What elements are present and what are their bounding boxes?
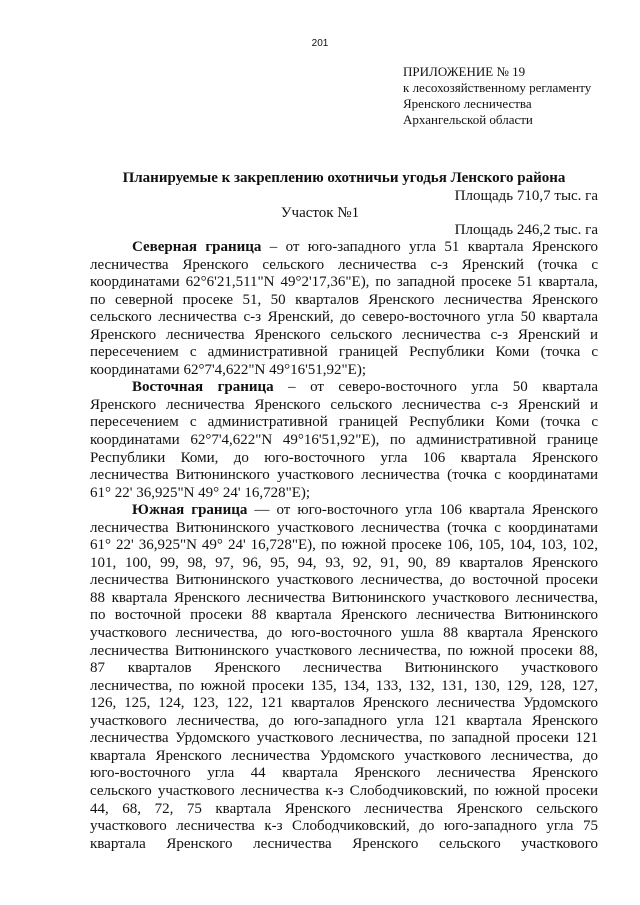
south-boundary-line: участкового лесничества к-з Слободчиковский, до юго-западного угла 75 — [90, 818, 598, 835]
south-boundary-line: квартала Яренского лесничества Яренского сельского участкового — [90, 835, 598, 852]
east-boundary-line: 61° 22' 36,925"N 49° 24' 16,728"E); — [90, 484, 311, 501]
north-boundary-line: координатами 62°6'21,511"N 49°2'17,36"E), по западной просеке 51 квартала, — [90, 274, 598, 291]
south-boundary-line: лесничества Урдомского участкового лесничества, по западной просеки 121 — [90, 730, 598, 747]
appendix-line-2: к лесохозяйственному регламенту — [403, 80, 592, 95]
south-boundary-line: 88 квартала Яренского лесничества Витюнинского участкового лесничества, — [90, 589, 598, 606]
east-boundary-line: Яренского лесничества Яренского сельского лесничества с-з Яренский и — [90, 396, 598, 413]
document-title: Планируемые к закреплению охотничьи угодья Ленского района — [122, 170, 566, 186]
east-boundary-line: лесничества Витюнинского участкового лесничества (точка с координатами — [90, 467, 598, 484]
south-boundary-line: участкового лесничества, до юго-восточного ушла 88 квартала Яренского — [90, 625, 598, 642]
south-boundary-line: сельского участкового лесничества к-з Слободчиковский, по южной просеки — [90, 782, 598, 799]
north-boundary-line: лесничества Яренского сельского лесничества с-з Яренский (точка с — [90, 256, 598, 273]
east-boundary-label: Восточная граница — [132, 379, 274, 396]
south-boundary-line: лесничества Витюнинского участкового лесничества, по южной просеки 88, — [90, 642, 598, 659]
south-boundary-line: лесничества, по южной просеки 135, 134, 133, 132, 131, 130, 129, 128, 127, — [90, 677, 598, 694]
north-boundary-line — [90, 239, 598, 257]
north-boundary-line: координатами 62°7'4,622"N 49°16'51,92"E); — [90, 361, 367, 378]
south-boundary-line: 126, 125, 124, 123, 122, 121 кварталов Яренского лесничества Урдомского — [90, 695, 598, 712]
east-boundary-line: координатами 62°7'4,622"N 49°16'51,92"E), по административной границе — [90, 432, 598, 449]
south-boundary-line: лесничества Витюнинского участкового лесничества, до восточной просеки — [90, 572, 598, 589]
east-boundary-text: – от северо-восточного угла 50 квартала — [273, 379, 598, 396]
north-boundary-line: сельского лесничества с-з Яренский, до северо-восточного угла 50 квартала — [90, 309, 598, 326]
south-boundary-line — [90, 502, 598, 520]
south-boundary-line: по восточной просеки 88 квартала Яренского лесничества Витюнинского — [90, 607, 598, 624]
south-boundary-line: квартала Яренского лесничества Урдомского участкового лесничества, до — [90, 747, 598, 764]
north-boundary-line: Яренского лесничества Яренского сельского лесничества с-з Яренский и — [90, 326, 598, 343]
south-boundary-line: 61° 22' 36,925"N 49° 24' 16,728"E), по южной просеке 106, 105, 104, 103, 102, — [90, 537, 598, 554]
north-boundary-text: – от юго-западного угла 51 квартала Яренского — [261, 239, 598, 255]
total-area: Площадь 710,7 тыс. га — [454, 188, 598, 204]
south-boundary-line: участкового лесничества, до юго-западного угла 121 квартала Яренского — [90, 712, 598, 729]
appendix-header — [403, 64, 591, 128]
south-boundary-text: — от юго-восточного угла 106 квартала Яренского — [247, 502, 598, 519]
plot-area: Площадь 246,2 тыс. га — [454, 222, 598, 238]
appendix-line-1: ПРИЛОЖЕНИЕ № 19 — [403, 64, 526, 79]
south-boundary-line: 87 кварталов Яренского лесничества Витюнинского участкового — [90, 660, 598, 677]
north-boundary-line: по северной просеке 51, 50 кварталов Яренского лесничества Яренского — [90, 291, 598, 308]
appendix-line-3: Яренского лесничества — [403, 96, 532, 111]
south-boundary-line: лесничества Витюнинского участкового лесничества (точка с координатами — [90, 519, 598, 536]
south-boundary-label: Южная граница — [132, 502, 248, 519]
north-boundary-label: Северная граница — [132, 239, 262, 255]
south-boundary-line: юго-восточного угла 44 квартала Яренского лесничества Яренского — [90, 765, 598, 782]
north-boundary-line: пересечением с административной границей Республики Коми (точка с — [90, 344, 598, 361]
plot-name: Участок №1 — [280, 205, 360, 221]
south-boundary-line: 44, 68, 72, 75 квартала Яренского лесничества Яренского сельского — [90, 800, 598, 817]
page-number: 201 — [311, 38, 329, 49]
east-boundary-line — [90, 379, 598, 397]
east-boundary-line: пересечением с административной границей Республики Коми (точка с — [90, 414, 598, 431]
east-boundary-line: Республики Коми, до юго-восточного угла 106 квартала Яренского — [90, 449, 598, 466]
appendix-line-4: Архангельской области — [403, 112, 533, 127]
south-boundary-line: 101, 100, 99, 98, 97, 96, 95, 94, 93, 92, 91, 90, 89 кварталов Яренского — [90, 554, 598, 571]
boundary-description — [90, 239, 598, 853]
